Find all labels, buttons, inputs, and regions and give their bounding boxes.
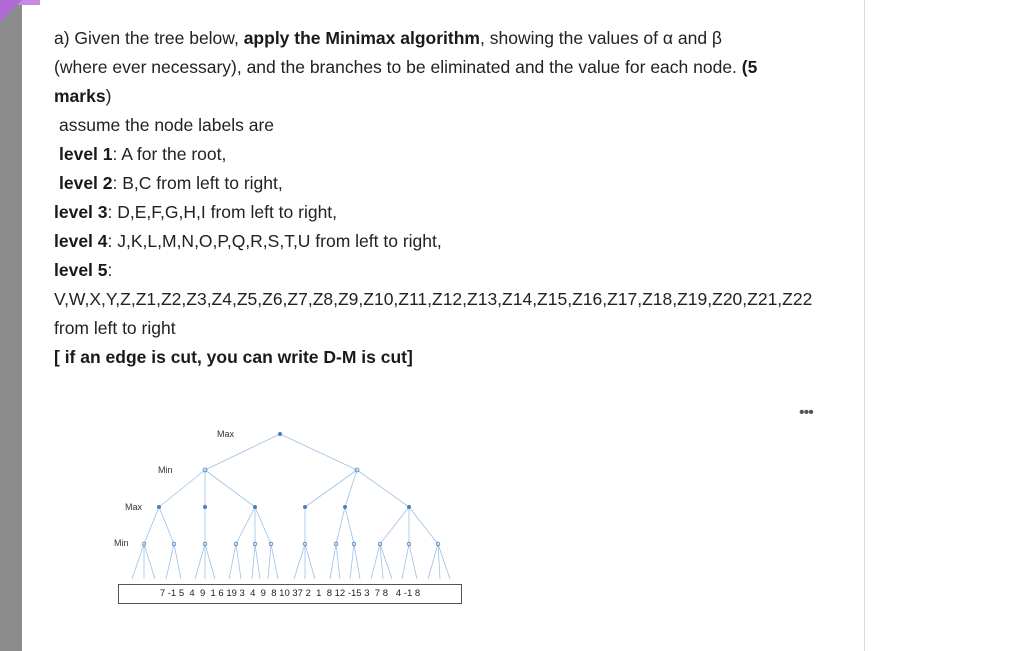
- edge-cut-note: [ if an edge is cut, you can write D-M is cut]: [54, 347, 413, 367]
- level-3-line: level 3: D,E,F,G,H,I from left to right,: [54, 202, 338, 222]
- more-options-icon[interactable]: •••: [799, 404, 813, 421]
- question-text: [54, 24, 844, 372]
- level-label-min-1: Min: [158, 465, 173, 475]
- level-1-line: level 1: A for the root,: [59, 144, 227, 164]
- level-5-line: level 5:: [54, 260, 113, 280]
- level-4-line: level 4: J,K,L,M,N,O,P,Q,R,S,T,U from left to right,: [54, 231, 442, 251]
- question-line-1: a) Given the tree below, apply the Minimax algorithm, showing the values of α and β: [54, 28, 722, 48]
- level-label-max-2: Max: [125, 502, 143, 512]
- level-5-nodes: V,W,X,Y,Z,Z1,Z2,Z3,Z4,Z5,Z6,Z7,Z8,Z9,Z10,Z11,Z12,Z13,Z14,Z15,Z16,Z17,Z18,Z19,Z20,Z21,Z22: [54, 289, 813, 309]
- level-2-line: level 2: B,C from left to right,: [59, 173, 283, 193]
- tree-edges: [108, 424, 468, 589]
- assume-line: assume the node labels are: [59, 115, 274, 135]
- left-panel: [0, 0, 22, 651]
- tree-nodes: [157, 432, 411, 509]
- question-line-2: (where ever necessary), and the branches to be eliminated and the value for each node. (5: [54, 57, 758, 77]
- leaf-values: 7 -1 5 4 9 1 6 19 3 4 9 8 10 37 2 1 8 12 -15 3 7 8 4 -1 8: [118, 584, 462, 604]
- question-line-3: marks): [54, 86, 112, 106]
- content-border: [864, 0, 865, 651]
- corner-tab: [0, 0, 22, 22]
- minimax-tree-figure: [108, 424, 468, 609]
- level-label-min-2: Min: [114, 538, 129, 548]
- from-left-line: from left to right: [54, 318, 176, 338]
- level-label-max-1: Max: [217, 429, 235, 439]
